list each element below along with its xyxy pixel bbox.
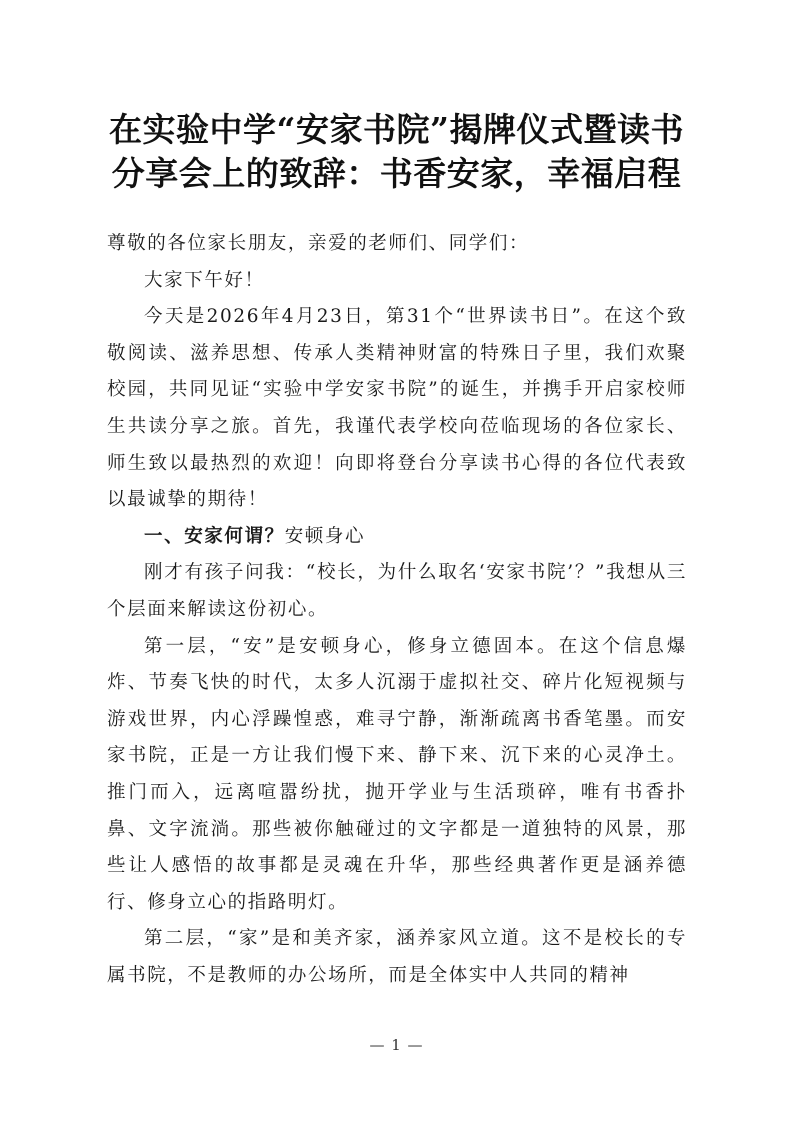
salutation: 尊敬的各位家长朋友，亲爱的老师们、同学们： — [107, 233, 530, 254]
section-heading-1-label: 一、安家何谓？ — [144, 525, 285, 547]
greeting: 大家下午好！ — [144, 269, 265, 291]
paragraph-second-layer: 第二层，“家”是和美齐家，涵养家风立道。这不是校长的专属书院，不是教师的办公场所，而是全体实中人共同的精神 — [107, 928, 687, 986]
section-heading-1 — [107, 519, 687, 556]
title-line-1: 在实验中学“安家书院”揭牌仪式暨读书 — [109, 110, 684, 149]
page-number: — 1 — — [369, 1036, 424, 1054]
section-heading-1-subtitle: 安顿身心 — [284, 525, 366, 547]
title-line-2: 分享会上的致辞：书香安家，幸福启程 — [111, 154, 682, 193]
document-body — [107, 226, 687, 994]
paragraph-intro: 今天是2026年4月23日，第31个“世界读书日”。在这个致敬阅读、滋养思想、传承人类精神财富的特殊日子里，我们欢聚校园，共同见证“实验中学安家书院”的诞生，并携手开启家校师生共读分享之旅。首先，我谨代表学校向莅临现场的各位家长、师生致以最热烈的欢迎！向即将登台分享读书心得的各位代表致以最诚挚的期待！ — [107, 306, 687, 511]
document-title — [90, 108, 703, 196]
paragraph-name-origin: 刚才有孩子问我：“校长，为什么取名‘安家书院’？”我想从三个层面来解读这份初心。 — [107, 562, 687, 620]
paragraph-first-layer: 第一层，“安”是安顿身心，修身立德固本。在这个信息爆炸、节奏飞快的时代，太多人沉溺于虚拟社交、碎片化短视频与游戏世界，内心浮躁惶惑，难寻宁静，渐渐疏离书香笔墨。而安家书院，正是一方让我们慢下来、静下来、沉下来的心灵净土。推门而入，远离喧嚣纷扰，抛开学业与生活琐碎，唯有书香扑鼻、文字流淌。那些被你触碰过的文字都是一道独特的风景，那些让人感悟的故事都是灵魂在升华，那些经典著作更是涵养德行、修身立心的指路明灯。 — [107, 635, 687, 913]
